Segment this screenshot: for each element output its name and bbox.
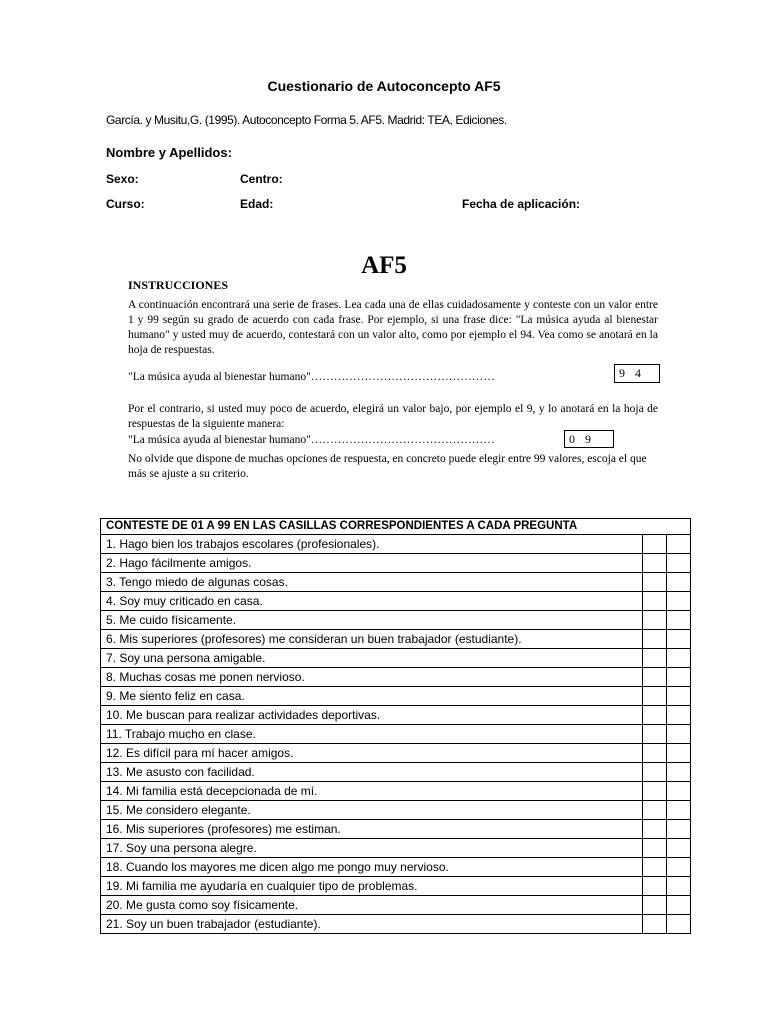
- answer-cell[interactable]: [643, 592, 667, 611]
- example-2-text: "La música ayuda al bienestar humano"…………………………………………: [128, 434, 495, 446]
- answer-cell[interactable]: [643, 839, 667, 858]
- answer-cell[interactable]: [643, 763, 667, 782]
- answer-cell[interactable]: [667, 592, 691, 611]
- answer-cell[interactable]: [643, 877, 667, 896]
- question-text: 21. Soy un buen trabajador (estudiante).: [101, 915, 643, 934]
- table-row: [101, 915, 691, 934]
- question-text: 1. Hago bien los trabajos escolares (profesionales).: [101, 535, 643, 554]
- answer-cell[interactable]: [667, 896, 691, 915]
- question-text: 8. Muchas cosas me ponen nervioso.: [101, 668, 643, 687]
- nombre-field-label: Nombre y Apellidos:: [106, 145, 232, 160]
- table-row: [101, 668, 691, 687]
- instructions-heading: AF5: [361, 252, 407, 279]
- answer-cell[interactable]: [643, 820, 667, 839]
- instructions-paragraph-3: No olvide que dispone de muchas opciones de respuesta, en concreto puede elegir entre 99 valores, escoja el que más se ajuste a su criterio.: [128, 453, 647, 480]
- question-text: 14. Mi familia está decepcionada de mí.: [101, 782, 643, 801]
- table-row: [101, 687, 691, 706]
- answer-cell[interactable]: [667, 877, 691, 896]
- answer-cell[interactable]: [667, 782, 691, 801]
- answer-cell[interactable]: [667, 763, 691, 782]
- table-row: [101, 706, 691, 725]
- answer-cell[interactable]: [643, 687, 667, 706]
- answer-cell[interactable]: [667, 820, 691, 839]
- answer-cell[interactable]: [667, 915, 691, 934]
- sexo-field-label: Sexo:: [106, 172, 139, 186]
- answer-cell[interactable]: [667, 858, 691, 877]
- question-text: 15. Me considero elegante.: [101, 801, 643, 820]
- answer-cell[interactable]: [643, 725, 667, 744]
- table-row: [101, 535, 691, 554]
- question-text: 3. Tengo miedo de algunas cosas.: [101, 573, 643, 592]
- answer-cell[interactable]: [667, 706, 691, 725]
- table-row: [101, 782, 691, 801]
- answer-cell[interactable]: [667, 744, 691, 763]
- answer-cell[interactable]: [643, 915, 667, 934]
- example-1-answer-box: 94: [614, 364, 660, 383]
- questionnaire-table: [100, 518, 691, 934]
- table-row: [101, 839, 691, 858]
- fecha-field-label: Fecha de aplicación:: [462, 197, 581, 211]
- question-text: 11. Trabajo mucho en clase.: [101, 725, 643, 744]
- answer-cell[interactable]: [643, 782, 667, 801]
- table-row: [101, 630, 691, 649]
- table-row: [101, 573, 691, 592]
- instructions-subheading: INSTRUCCIONES: [128, 278, 229, 292]
- table-row: [101, 858, 691, 877]
- table-row: [101, 649, 691, 668]
- reference-citation: García. y Musitu,G. (1995). Autoconcepto Forma 5. AF5. Madrid: TEA, Ediciones.: [106, 113, 507, 127]
- answer-cell[interactable]: [643, 554, 667, 573]
- question-text: 19. Mi familia me ayudaría en cualquier tipo de problemas.: [101, 877, 643, 896]
- page-title: Cuestionario de Autoconcepto AF5: [267, 78, 501, 94]
- curso-field-label: Curso:: [106, 197, 145, 211]
- answer-cell[interactable]: [667, 801, 691, 820]
- question-text: 17. Soy una persona alegre.: [101, 839, 643, 858]
- question-text: 20. Me gusta como soy físicamente.: [101, 896, 643, 915]
- question-text: 5. Me cuido físicamente.: [101, 611, 643, 630]
- table-row: [101, 554, 691, 573]
- question-text: 7. Soy una persona amigable.: [101, 649, 643, 668]
- table-row: [101, 877, 691, 896]
- answer-cell[interactable]: [667, 554, 691, 573]
- table-row: [101, 744, 691, 763]
- question-text: 13. Me asusto con facilidad.: [101, 763, 643, 782]
- answer-cell[interactable]: [667, 611, 691, 630]
- answer-cell[interactable]: [667, 630, 691, 649]
- questionnaire-body: [101, 535, 691, 934]
- answer-cell[interactable]: [643, 630, 667, 649]
- answer-cell[interactable]: [667, 687, 691, 706]
- answer-cell[interactable]: [643, 573, 667, 592]
- answer-cell[interactable]: [643, 858, 667, 877]
- question-text: 18. Cuando los mayores me dicen algo me pongo muy nervioso.: [101, 858, 643, 877]
- answer-cell[interactable]: [667, 725, 691, 744]
- answer-cell[interactable]: [667, 573, 691, 592]
- centro-field-label: Centro:: [240, 172, 283, 186]
- answer-cell[interactable]: [643, 649, 667, 668]
- question-text: 2. Hago fácilmente amigos.: [101, 554, 643, 573]
- table-header-row: [101, 519, 691, 535]
- table-row: [101, 896, 691, 915]
- table-row: [101, 801, 691, 820]
- answer-cell[interactable]: [643, 801, 667, 820]
- table-row: [101, 820, 691, 839]
- answer-cell[interactable]: [643, 668, 667, 687]
- table-row: [101, 763, 691, 782]
- answer-cell[interactable]: [643, 896, 667, 915]
- answer-cell[interactable]: [667, 649, 691, 668]
- question-text: 6. Mis superiores (profesores) me consideran un buen trabajador (estudiante).: [101, 630, 643, 649]
- question-text: 9. Me siento feliz en casa.: [101, 687, 643, 706]
- example-2-answer-box: 09: [564, 430, 614, 448]
- example-1-text: "La música ayuda al bienestar humano"…………………………………………: [128, 371, 495, 383]
- answer-cell[interactable]: [667, 668, 691, 687]
- edad-field-label: Edad:: [240, 197, 274, 211]
- question-text: 16. Mis superiores (profesores) me estiman.: [101, 820, 643, 839]
- answer-cell[interactable]: [667, 535, 691, 554]
- table-row: [101, 592, 691, 611]
- question-text: 12. Es difícil para mí hacer amigos.: [101, 744, 643, 763]
- table-header: CONTESTE DE 01 A 99 EN LAS CASILLAS CORRESPONDIENTES A CADA PREGUNTA: [101, 519, 691, 535]
- table-row: [101, 611, 691, 630]
- answer-cell[interactable]: [643, 706, 667, 725]
- answer-cell[interactable]: [643, 611, 667, 630]
- question-text: 4. Soy muy criticado en casa.: [101, 592, 643, 611]
- instructions-paragraph-2: Por el contrario, si usted muy poco de acuerdo, elegirá un valor bajo, por ejemplo el 9, y lo anotará en la hoja de respuestas de la siguiente manera:: [128, 403, 658, 430]
- question-text: 10. Me buscan para realizar actividades deportivas.: [101, 706, 643, 725]
- answer-cell[interactable]: [643, 744, 667, 763]
- instructions-paragraph-1: A continuación encontrará una serie de frases. Lea cada una de ellas cuidadosamente y conteste con un valor entre 1 y 99 según su grado de acuerdo con cada frase. Por ejemplo, si una frase dice: "La música ayuda al bienestar humano" y usted muy de acuerdo, contestará con un valor alto, como por ejemplo el 94. Vea como se anotará en la hoja de respuestas.: [128, 299, 658, 356]
- answer-cell[interactable]: [667, 839, 691, 858]
- answer-cell[interactable]: [643, 535, 667, 554]
- table-row: [101, 725, 691, 744]
